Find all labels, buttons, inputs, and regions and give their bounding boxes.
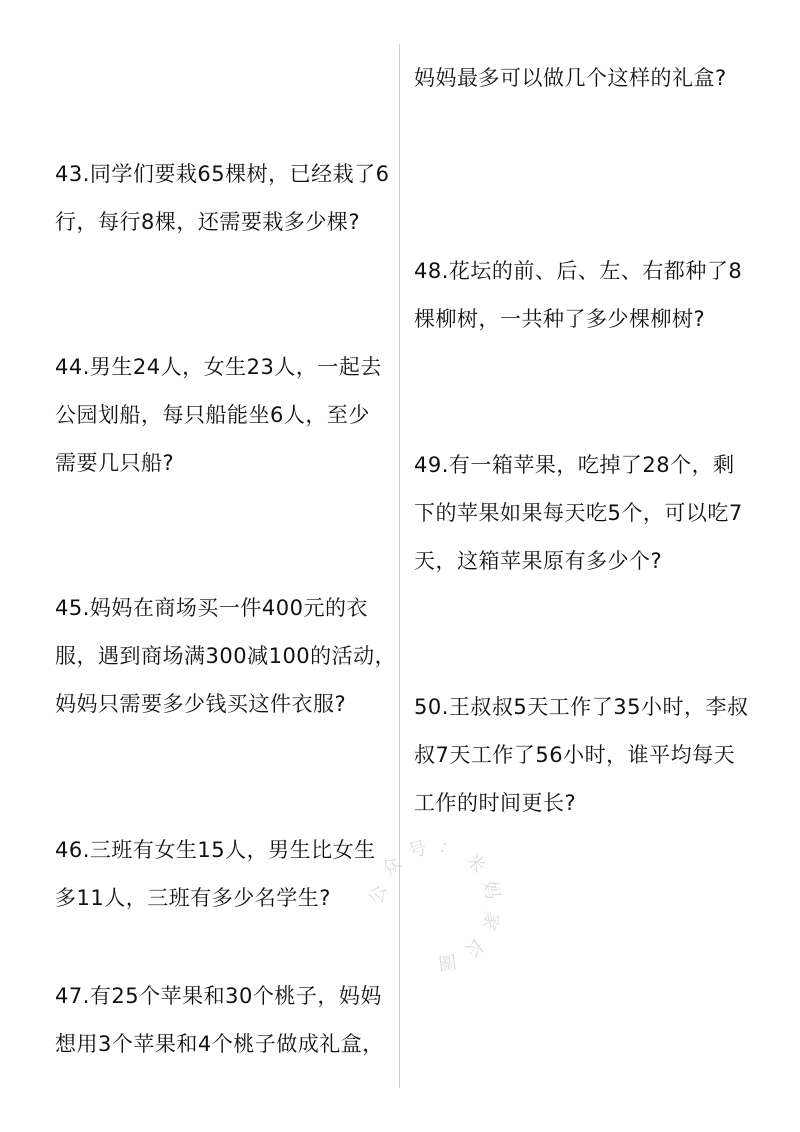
problem-44	[55, 343, 382, 487]
problem-line: 46.三班有女生15人，男生比女生	[55, 838, 376, 862]
problem-line: 45.妈妈在商场买一件400元的衣	[55, 596, 368, 620]
problem-line: 公园划船，每只船能坐6人，至少	[55, 403, 370, 427]
problem-45	[55, 584, 396, 728]
problem-line: 49.有一箱苹果，吃掉了28个，剩	[414, 453, 735, 477]
problem-43	[55, 150, 389, 246]
problem-line: 44.男生24人，女生23人，一起去	[55, 355, 382, 379]
problem-49	[414, 441, 743, 585]
problem-47-continued	[414, 54, 727, 102]
problem-line: 工作的时间更长?	[414, 791, 577, 815]
problem-line: 棵柳树，一共种了多少棵柳树?	[414, 307, 706, 331]
problem-line: 叔7天工作了56小时，谁平均每天	[414, 743, 736, 767]
problem-line: 妈妈只需要多少钱买这件衣服?	[55, 692, 347, 716]
problem-line: 服，遇到商场满300减100的活动，	[55, 644, 397, 668]
problem-line: 下的苹果如果每天吃5个，可以吃7	[414, 501, 743, 525]
problem-line: 47.有25个苹果和30个桃子，妈妈	[55, 984, 382, 1008]
problem-line: 妈妈最多可以做几个这样的礼盒?	[414, 66, 727, 90]
problem-46	[55, 826, 376, 922]
problem-line: 多11人，三班有多少名学生?	[55, 886, 331, 910]
problem-line: 48.花坛的前、后、左、右都种了8	[414, 259, 743, 283]
svg-text:公众号：米妈家长圈: 公众号：米妈家长圈	[365, 835, 505, 975]
problem-line: 需要几只船?	[55, 451, 175, 475]
problem-line: 行，每行8棵，还需要栽多少棵?	[55, 210, 361, 234]
problem-line: 想用3个苹果和4个桃子做成礼盒，	[55, 1032, 384, 1056]
problem-line: 50.王叔叔5天工作了35小时，李叔	[414, 695, 749, 719]
problem-48	[414, 247, 742, 343]
problem-50	[414, 683, 748, 827]
problem-47	[55, 972, 384, 1068]
problem-line: 43.同学们要栽65棵树，已经栽了6	[55, 162, 390, 186]
watermark-stamp	[360, 830, 510, 980]
problem-line: 天，这箱苹果原有多少个?	[414, 549, 663, 573]
